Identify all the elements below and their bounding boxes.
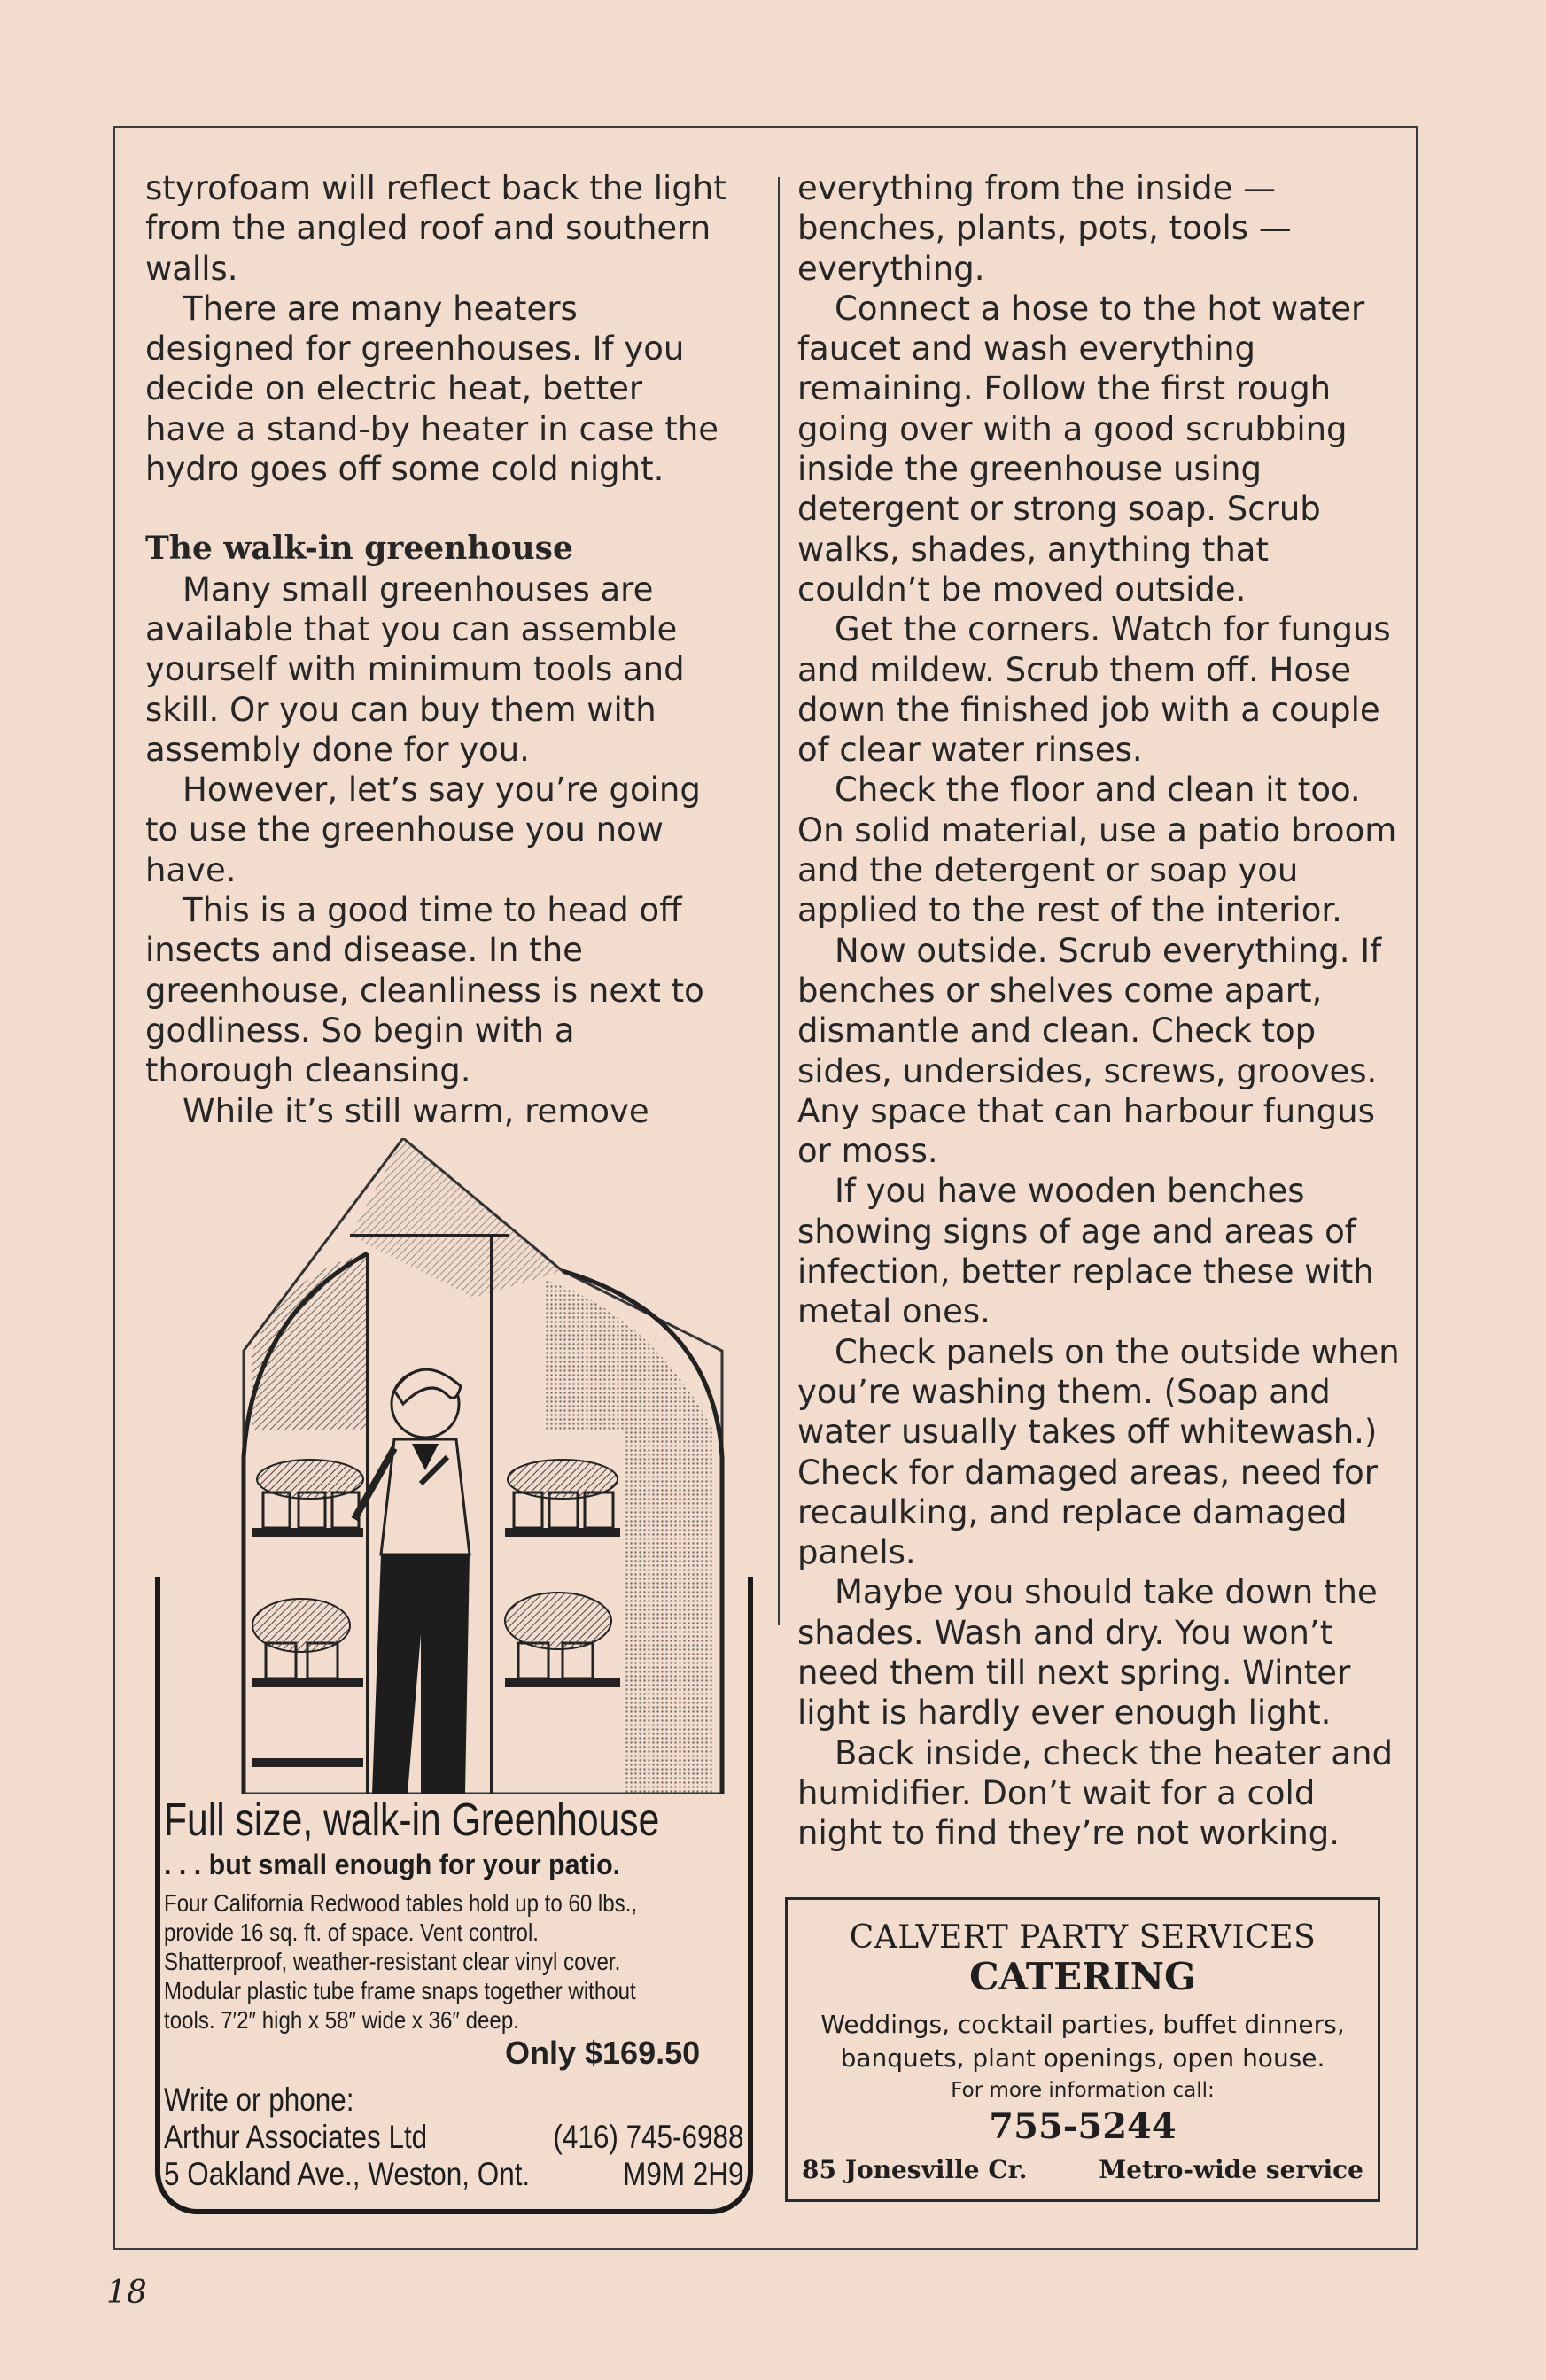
ad-price: Only $169.50 bbox=[505, 2035, 701, 2071]
ad-description: Four California Redwood tables hold up to 60 lbs., provide 16 sq. ft. of space. Vent control. Shatterproof, weather-resistant clear vinyl cover. Modular plastic tube frame snaps together without tools. 7′2″ high x 58″ wide x 36″ deep. bbox=[164, 1889, 638, 2034]
left-column bbox=[145, 168, 730, 1131]
contact-lead: Write or phone: bbox=[164, 2082, 354, 2118]
column-divider bbox=[778, 177, 780, 1625]
paragraph: styrofoam will reflect back the light from the angled roof and southern walls. bbox=[145, 169, 726, 288]
ad-postal-code: M9M 2H9 bbox=[623, 2156, 744, 2192]
catering-info-lead: For more information call: bbox=[951, 2079, 1215, 2102]
catering-ad bbox=[785, 1897, 1380, 2202]
ad-tagline: . . . but small enough for your patio. bbox=[164, 1849, 621, 1880]
paragraph: This is a good time to head off insects and disease. In the greenhouse, cleanliness is next to godliness. So begin with a thorough cleansing. bbox=[145, 891, 704, 1090]
catering-address: 85 Jonesville Cr. bbox=[802, 2155, 1028, 2184]
paragraph: Check panels on the outside when you’re washing them. (Soap and water usually takes off whitewash.) Check for damaged areas, need for recaulking, and replace damaged panels. bbox=[797, 1332, 1400, 1572]
paragraph: However, let’s say you’re going to use the greenhouse you now have. bbox=[145, 771, 701, 889]
ad-address: 5 Oakland Ave., Weston, Ont. bbox=[164, 2156, 531, 2192]
greenhouse-ad bbox=[146, 1138, 757, 2219]
ad-contact bbox=[164, 2082, 744, 2193]
catering-coverage: Metro-wide service bbox=[1099, 2155, 1363, 2184]
catering-services-list bbox=[788, 2008, 1378, 2075]
paragraph: everything from the inside — benches, plants, pots, tools — everything. bbox=[797, 169, 1292, 288]
paragraph: Maybe you should take down the shades. Wash and dry. You won’t need them till next spring. Winter light is hardly ever enough light. bbox=[797, 1573, 1378, 1733]
paragraph: There are many heaters designed for greenhouses. If you decide on electric heat, better have a stand-by heater in case the hydro goes off some cold night. bbox=[145, 289, 719, 489]
paragraph: Check the floor and clean it too. On solid material, use a patio broom and the detergent or soap you applied to the rest of the interior. bbox=[797, 771, 1397, 930]
paragraph: While it’s still warm, remove bbox=[183, 1091, 649, 1130]
services-line: Weddings, cocktail parties, buffet dinners, bbox=[820, 2010, 1345, 2039]
catering-company: CALVERT PARTY SERVICES bbox=[849, 1919, 1317, 1956]
paragraph: Connect a hose to the hot water faucet and wash everything remaining. Follow the first rough going over with a good scrubbing inside the greenhouse using detergent or strong soap. Scrub walks, shades, anything that couldn’t be moved outside. bbox=[797, 289, 1365, 609]
paragraph: Many small greenhouses are available that you can assemble yourself with minimum tools and skill. Or you can buy them with assembly done for you. bbox=[145, 570, 685, 769]
page-number: 18 bbox=[106, 2275, 147, 2311]
ad-phone: (416) 745-6988 bbox=[553, 2119, 744, 2155]
catering-service: CATERING bbox=[969, 1955, 1196, 1998]
paragraph: If you have wooden benches showing signs of age and areas of infection, better replace these with metal ones. bbox=[797, 1172, 1374, 1331]
catering-phone: 755-5244 bbox=[989, 2105, 1177, 2147]
paragraph: Get the corners. Watch for fungus and mildew. Scrub them off. Hose down the finished job with a couple of clear water rinses. bbox=[797, 610, 1391, 770]
ad-headline: Full size, walk-in Greenhouse bbox=[164, 1795, 660, 1846]
right-column bbox=[797, 168, 1409, 1853]
services-line: banquets, plant openings, open house. bbox=[840, 2043, 1325, 2073]
paragraph: Now outside. Scrub everything. If benches or shelves come apart, dismantle and clean. Check top sides, undersides, screws, grooves. Any space that can harbour fungus or moss. bbox=[797, 931, 1382, 1171]
paragraph: Back inside, check the heater and humidifier. Don’t wait for a cold night to find they’re not working. bbox=[797, 1733, 1393, 1853]
section-heading: The walk-in greenhouse bbox=[145, 530, 573, 568]
ad-company: Arthur Associates Ltd bbox=[164, 2119, 428, 2155]
